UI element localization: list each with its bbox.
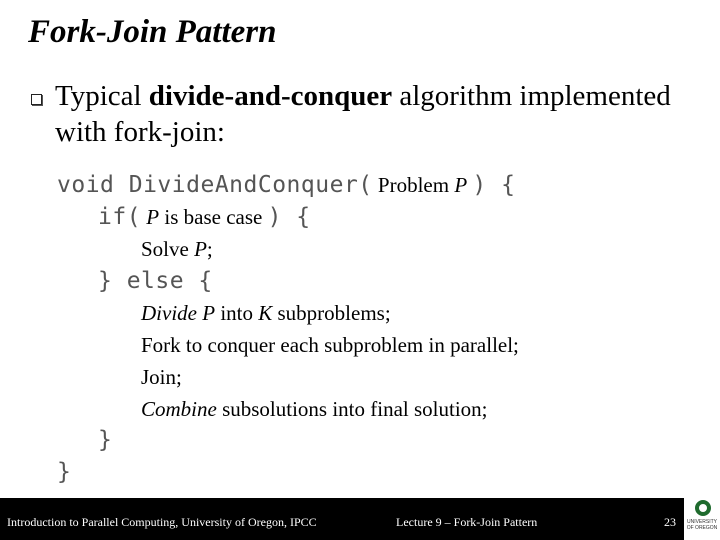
code-text: Solve [141,237,195,261]
page-title: Fork-Join Pattern [28,14,277,50]
code-arg-var: P [454,173,468,197]
code-italic: Combine [141,397,217,421]
code-var: K [258,301,273,325]
bullet-text [55,78,695,150]
code-var: P [202,301,216,325]
code-var: P [194,237,207,261]
code-text: is base case [159,205,263,229]
code-keyword: if( [98,204,142,230]
bullet-suffix: algorithm implemented with fork-join: [55,80,671,148]
code-line-6 [141,333,519,358]
code-line-9 [98,427,112,453]
footer-course: Introduction to Parallel Computing, University of Oregon, IPCC [7,515,317,529]
bullet-prefix: Typical [55,80,149,112]
code-line-3 [141,237,213,262]
code-end: subproblems; [272,301,391,325]
code-keyword: } else { [98,268,213,294]
code-keyword: void DivideAndConquer( [57,172,373,198]
code-line-8 [141,397,488,422]
code-text: Fork to conquer each subproblem in parallel; [141,333,519,357]
code-end: ; [206,237,213,261]
code-text: Join; [141,365,182,389]
code-var: P [146,205,160,229]
code-line-2 [98,204,311,230]
code-text: into [215,301,259,325]
footer-bar [0,498,684,540]
code-line-5 [141,301,391,326]
code-line-7 [141,365,182,390]
code-keyword-end: ) { [267,204,311,230]
code-keyword: } [98,427,113,453]
code-arg-text: Problem [377,173,455,197]
university-of-oregon-o-logo-icon [695,500,711,516]
code-keyword-end: ) { [472,172,516,198]
code-end: subsolutions into final solution; [216,397,488,421]
bullet-bold: divide-and-conquer [148,80,393,112]
footer-page-number: 23 [664,515,676,529]
code-line-4 [98,268,213,294]
code-line-10 [57,459,71,485]
footer-lecture: Lecture 9 – Fork-Join Pattern [396,515,538,529]
bullet-square-icon [31,94,42,105]
university-logo [684,498,720,540]
code-keyword: } [57,459,72,485]
logo-text: UNIVERSITY OF OREGON [686,519,718,531]
code-italic: Divide [141,301,197,325]
code-line-1 [57,172,515,198]
